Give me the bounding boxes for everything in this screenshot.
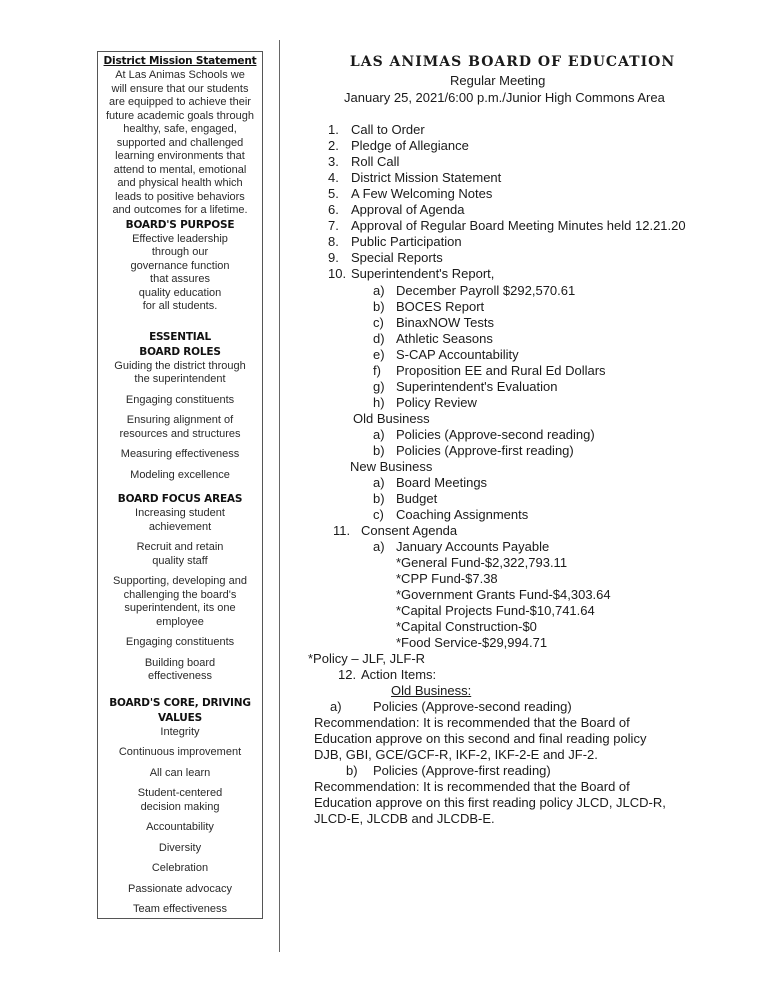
list-item-line: Ensuring alignment of xyxy=(126,414,234,426)
sub-item-letter: b) xyxy=(373,491,385,506)
list-item-line: quality staff xyxy=(152,554,208,567)
agenda-item-number: 11. xyxy=(333,523,351,538)
purpose-statement xyxy=(98,233,262,314)
roles-heading xyxy=(98,330,262,360)
sub-item-letter: e) xyxy=(373,347,385,362)
focus-areas-list xyxy=(98,507,262,684)
list-item: Passionate advocacy xyxy=(128,882,232,895)
fund-line: *Capital Projects Fund-$10,741.64 xyxy=(396,603,595,618)
purpose-line: quality education xyxy=(138,286,222,299)
agenda-item: Call to Order xyxy=(351,122,425,137)
sub-item-letter: g) xyxy=(373,379,385,394)
roles-heading-line: BOARD ROLES xyxy=(139,345,221,358)
sub-item: S-CAP Accountability xyxy=(396,347,519,362)
list-item-line: effectiveness xyxy=(147,670,212,682)
agenda-item: Approval of Regular Board Meeting Minutes held 12.21.20 xyxy=(351,218,686,233)
list-item-line: achievement xyxy=(148,520,212,533)
agenda-item: District Mission Statement xyxy=(351,170,502,185)
mission-line: future academic goals through xyxy=(106,109,254,122)
agenda-item-number: 9. xyxy=(328,250,339,265)
column-divider xyxy=(279,40,280,952)
sub-item: Policies (Approve-second reading) xyxy=(396,427,595,442)
action-old-business-label: Old Business: xyxy=(391,683,472,698)
list-item-line: Supporting, developing and xyxy=(113,575,247,587)
recommendation-line: Recommendation: It is recommended that the Board of xyxy=(314,779,630,794)
meeting-date-location: January 25, 2021/6:00 p.m./Junior High Commons Area xyxy=(344,90,665,105)
purpose-line: for all students. xyxy=(142,300,218,312)
sub-item-letter: c) xyxy=(373,315,384,330)
fund-line: *General Fund-$2,322,793.11 xyxy=(396,555,568,570)
list-item: Engaging constituents xyxy=(125,393,235,406)
fund-line: *Capital Construction-$0 xyxy=(396,619,537,634)
list-item-line: Recruit and retain xyxy=(136,541,224,553)
agenda-item-number: 6. xyxy=(328,202,339,217)
list-item-line: the superintendent xyxy=(134,373,226,385)
sub-item: Policy Review xyxy=(396,395,477,410)
list-item xyxy=(98,414,262,441)
agenda-item-number: 3. xyxy=(328,154,339,169)
agenda-item: Pledge of Allegiance xyxy=(351,138,469,153)
agenda-item: Superintendent's Report, xyxy=(351,266,495,281)
sub-item: Policies (Approve-first reading) xyxy=(373,763,551,778)
sub-item-letter: h) xyxy=(373,395,385,410)
board-roles-list xyxy=(98,360,262,483)
list-item xyxy=(98,541,262,568)
roles-heading-line: ESSENTIAL xyxy=(149,330,211,343)
list-item: Engaging constituents xyxy=(125,636,235,648)
purpose-heading: BOARD'S PURPOSE xyxy=(125,218,235,231)
agenda-item: Special Reports xyxy=(351,250,443,265)
sub-item: Proposition EE and Rural Ed Dollars xyxy=(396,363,606,378)
agenda-item-number: 2. xyxy=(328,138,339,153)
sub-item-letter: a) xyxy=(373,539,385,554)
agenda-item: A Few Welcoming Notes xyxy=(351,186,493,201)
sub-item-letter: a) xyxy=(373,475,385,490)
core-values-list xyxy=(98,726,262,917)
sub-item-letter: d) xyxy=(373,331,385,346)
list-item: Team effectiveness xyxy=(133,903,227,915)
sub-item-letter: c) xyxy=(373,507,384,522)
recommendation-line: Education approve on this second and final reading policy xyxy=(314,731,647,746)
mission-line: and physical health which xyxy=(117,177,243,189)
sub-item: Budget xyxy=(396,491,438,506)
sidebar-panel xyxy=(97,51,263,919)
values-heading xyxy=(98,696,262,726)
agenda-item-number: 8. xyxy=(328,234,339,249)
focus-heading: BOARD FOCUS AREAS xyxy=(117,493,243,505)
list-item xyxy=(98,507,262,534)
agenda-item-number: 12. xyxy=(338,667,357,682)
mission-statement xyxy=(98,69,262,218)
list-item xyxy=(98,657,262,684)
sub-item-letter: b) xyxy=(373,299,385,314)
list-item: Measuring effectiveness xyxy=(120,448,240,460)
consent-agenda-label: Consent Agenda xyxy=(361,523,458,538)
list-item xyxy=(98,575,262,629)
sub-item-letter: a) xyxy=(373,283,385,298)
values-heading-line: VALUES xyxy=(158,711,202,724)
list-item-line: decision making xyxy=(140,800,220,813)
agenda-item: Approval of Agenda xyxy=(351,202,465,217)
sub-item-letter: b) xyxy=(373,443,385,458)
purpose-line: governance function xyxy=(130,259,230,272)
new-business-label: New Business xyxy=(350,459,433,474)
fund-line: *Government Grants Fund-$4,303.64 xyxy=(396,587,611,602)
sub-item: Coaching Assignments xyxy=(396,507,529,522)
agenda-item: Roll Call xyxy=(351,154,400,169)
sub-item: Policies (Approve-second reading) xyxy=(373,699,572,714)
sub-item-letter: a) xyxy=(330,699,342,714)
sub-item: Superintendent's Evaluation xyxy=(396,379,558,394)
sub-item: Board Meetings xyxy=(396,475,488,490)
mission-line: leads to positive behaviors xyxy=(115,190,245,203)
meeting-type: Regular Meeting xyxy=(450,73,546,88)
agenda-item-number: 10. xyxy=(328,266,347,281)
fund-line: *Food Service-$29,994.71 xyxy=(396,635,548,650)
sub-item: BinaxNOW Tests xyxy=(396,315,495,330)
purpose-line: that assures xyxy=(150,273,210,285)
recommendation-line: DJB, GBI, GCE/GCF-R, IKF-2, IKF-2-E and JF-2. xyxy=(314,747,598,762)
list-item-line: Increasing student xyxy=(135,507,225,519)
agenda-item-number: 7. xyxy=(328,218,339,233)
recommendation-line: Education approve on this first reading policy JLCD, JLCD-R, xyxy=(314,795,666,810)
agenda-item-number: 5. xyxy=(328,186,339,201)
list-item-line: Guiding the district through xyxy=(114,359,246,372)
list-item-line: challenging the board's xyxy=(123,588,237,601)
list-item-line: employee xyxy=(156,615,204,628)
agenda-item-number: 1. xyxy=(328,122,339,137)
mission-heading: District Mission Statement xyxy=(103,55,257,67)
mission-line: At Las Animas Schools we xyxy=(115,69,245,81)
list-item-line: Building board xyxy=(144,656,216,669)
agenda-item: Public Participation xyxy=(351,234,462,249)
sub-item: December Payroll $292,570.61 xyxy=(396,283,576,298)
list-item: Modeling excellence xyxy=(130,468,230,481)
action-items-label: Action Items: xyxy=(361,667,437,682)
sub-item-letter: b) xyxy=(346,763,358,778)
sub-item: Athletic Seasons xyxy=(396,331,493,346)
list-item: Continuous improvement xyxy=(118,746,242,758)
list-item: Celebration xyxy=(151,862,209,874)
sub-item: BOCES Report xyxy=(396,299,485,314)
page-title: LAS ANIMAS BOARD OF EDUCATION xyxy=(349,54,676,70)
fund-line: *CPP Fund-$7.38 xyxy=(396,571,498,586)
mission-line: learning environments that xyxy=(115,150,245,162)
sub-item-letter: a) xyxy=(373,427,385,442)
mission-line: are equipped to achieve their xyxy=(109,96,251,108)
values-heading-line: BOARD'S CORE, DRIVING xyxy=(109,696,251,709)
old-business-label: Old Business xyxy=(353,411,430,426)
mission-line: and outcomes for a lifetime. xyxy=(112,204,248,216)
list-item-line: Student-centered xyxy=(137,787,223,799)
policy-note: *Policy – JLF, JLF-R xyxy=(308,651,426,666)
purpose-line: Effective leadership xyxy=(132,232,228,245)
list-item: Accountability xyxy=(146,821,214,833)
mission-line: will ensure that our students xyxy=(111,82,249,95)
mission-line: supported and challenged xyxy=(116,136,244,149)
sub-item: January Accounts Payable xyxy=(396,539,550,554)
list-item xyxy=(98,787,262,814)
list-item-line: superintendent, its one xyxy=(124,602,236,614)
list-item-line: resources and structures xyxy=(119,427,241,440)
list-item: Diversity xyxy=(158,841,202,854)
mission-line: attend to mental, emotional xyxy=(113,163,247,176)
sub-item: Policies (Approve-first reading) xyxy=(396,443,574,458)
list-item: Integrity xyxy=(160,725,200,738)
list-item: All can learn xyxy=(149,766,211,779)
list-item xyxy=(98,360,262,387)
recommendation-line: Recommendation: It is recommended that the Board of xyxy=(314,715,630,730)
agenda-item-number: 4. xyxy=(328,170,339,185)
recommendation-line: JLCD-E, JLCDB and JLCDB-E. xyxy=(314,811,495,826)
mission-line: healthy, safe, engaged, xyxy=(123,123,237,135)
sub-item-letter: f) xyxy=(373,363,381,378)
purpose-line: through our xyxy=(151,246,209,258)
